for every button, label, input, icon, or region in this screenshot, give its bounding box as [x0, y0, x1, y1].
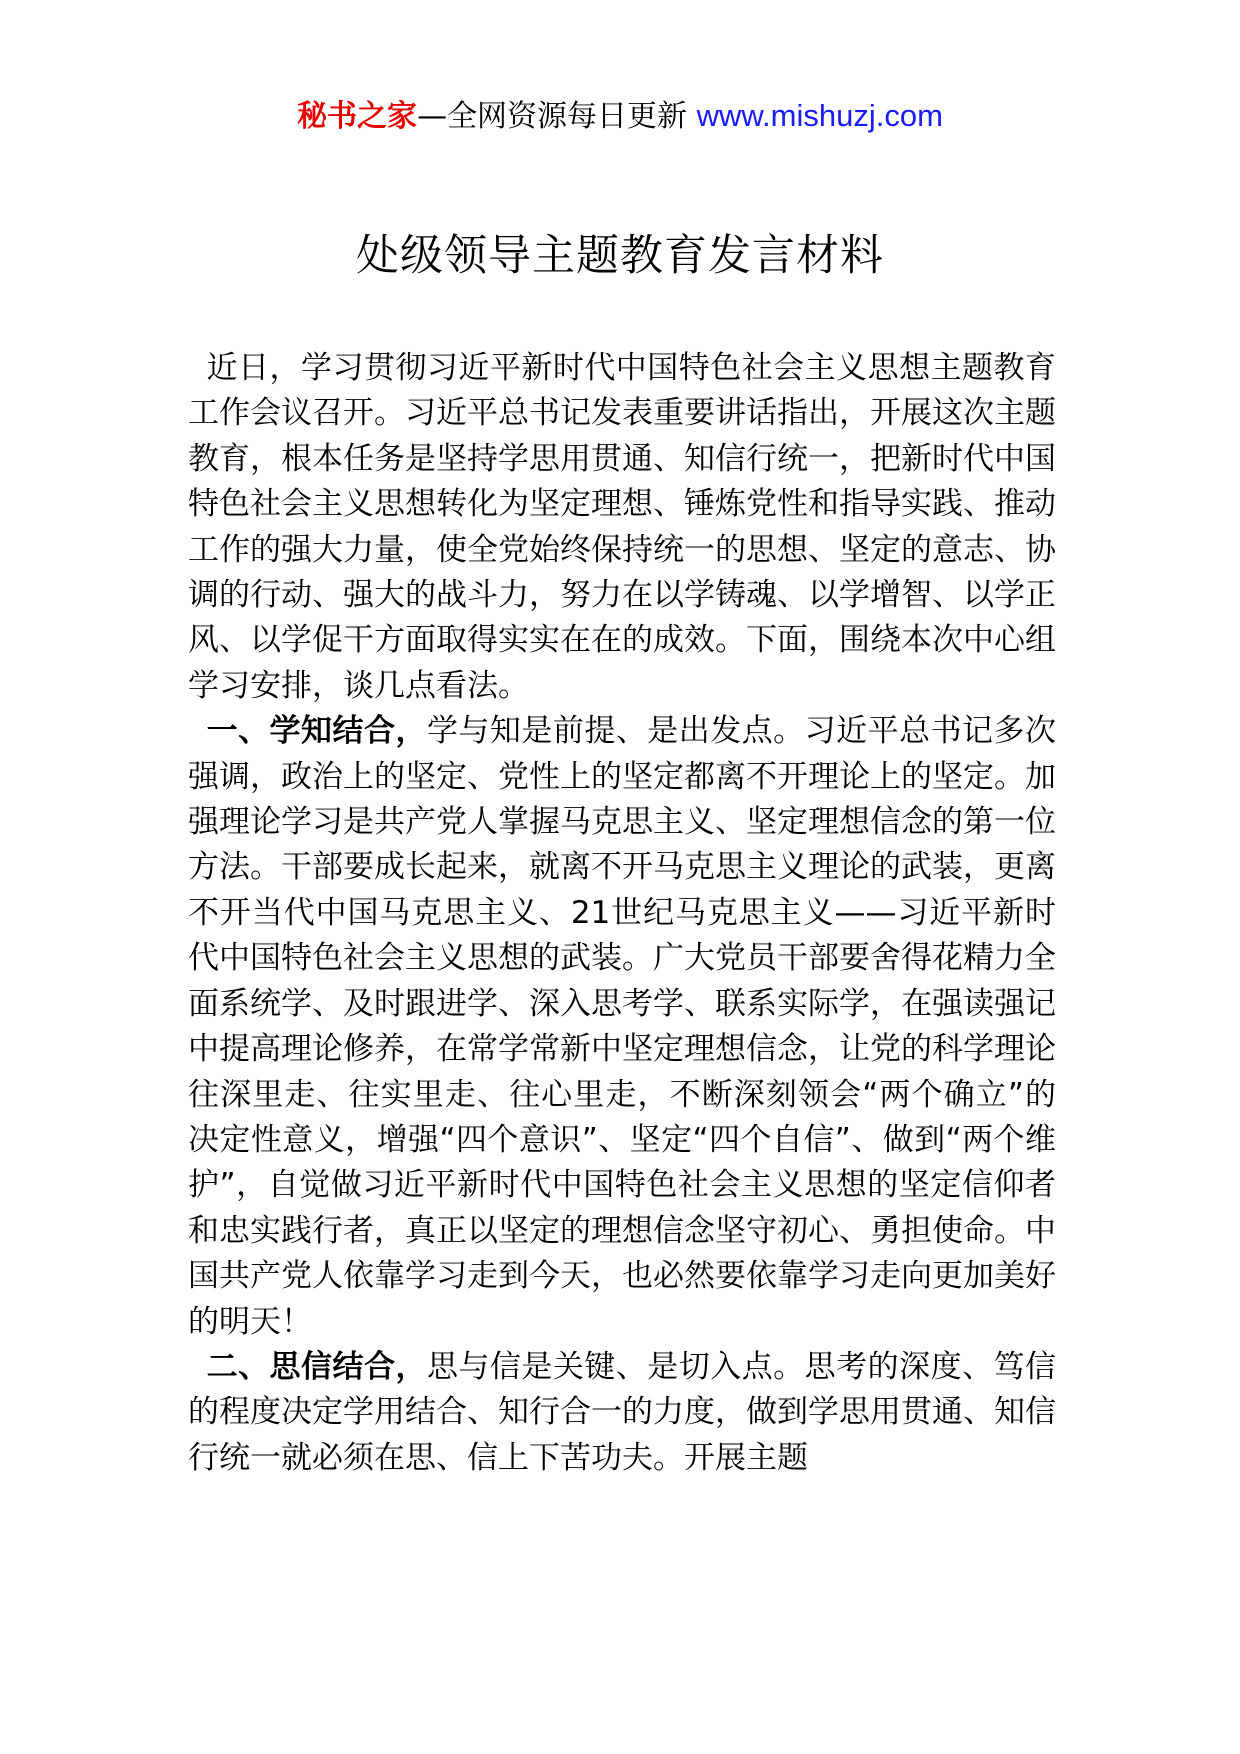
paragraph-section-2: [188, 1345, 1056, 1481]
website-link[interactable]: www.mishuzj.com: [696, 98, 943, 133]
paragraph-section-1: [188, 709, 1056, 1345]
paragraph-lead: 一、学知结合，: [206, 713, 427, 750]
site-header: [0, 96, 1240, 137]
document-title: 处级领导主题教育发言材料: [356, 231, 884, 281]
brand-name: 秘书之家: [297, 99, 418, 134]
document-body: [188, 346, 1056, 1481]
paragraph-intro: [188, 346, 1056, 709]
paragraph-text: 学与知是前提、是出发点。习近平总书记多次强调，政治上的坚定、党性上的坚定都离不开理论上的坚定。加强理论学习是共产党人掌握马克思主义、坚定理想信念的第一位方法。干部要成长起来，就离不开马克思主义理论的武装，更离不开当代中国马克思主义、21世纪马克思主义——习近平新时代中国特色社会主义思想的武装。广大党员干部要舍得花精力全面系统学、及时跟进学、深入思考学、联系实际学，在强读强记中提高理论修养，在常学常新中坚定理想信念，让党的科学理论往深里走、往实里走、往心里走，不断深刻领会“两个确立”的决定性意义，增强“四个意识”、坚定“四个自信”、做到“两个维护”，自觉做习近平新时代中国特色社会主义思想的坚定信仰者和忠实践行者，真正以坚定的理想信念坚守初心、勇担使命。中国共产党人依靠学习走到今天，也必然要依靠学习走向更加美好的明天！: [188, 713, 1057, 1340]
header-slogan: —全网资源每日更新: [417, 99, 697, 134]
paragraph-lead: 二、思信结合，: [206, 1348, 427, 1385]
paragraph-text: 近日，学习贯彻习近平新时代中国特色社会主义思想主题教育工作会议召开。习近平总书记发表重要讲话指出，开展这次主题教育，根本任务是坚持学思用贯通、知信行统一，把新时代中国特色社会主义思想转化为坚定理想、锤炼党性和指导实践、推动工作的强大力量，使全党始终保持统一的思想、坚定的意志、协调的行动、强大的战斗力，努力在以学铸魂、以学增智、以学正风、以学促干方面取得实实在在的成效。下面，围绕本次中心组学习安排，谈几点看法。: [188, 350, 1056, 704]
paragraph-text: 思与信是关键、是切入点。思考的深度、笃信的程度决定学用结合、知行合一的力度，做到学思用贯通、知信行统一就必须在思、信上下苦功夫。开展主题: [188, 1348, 1057, 1476]
